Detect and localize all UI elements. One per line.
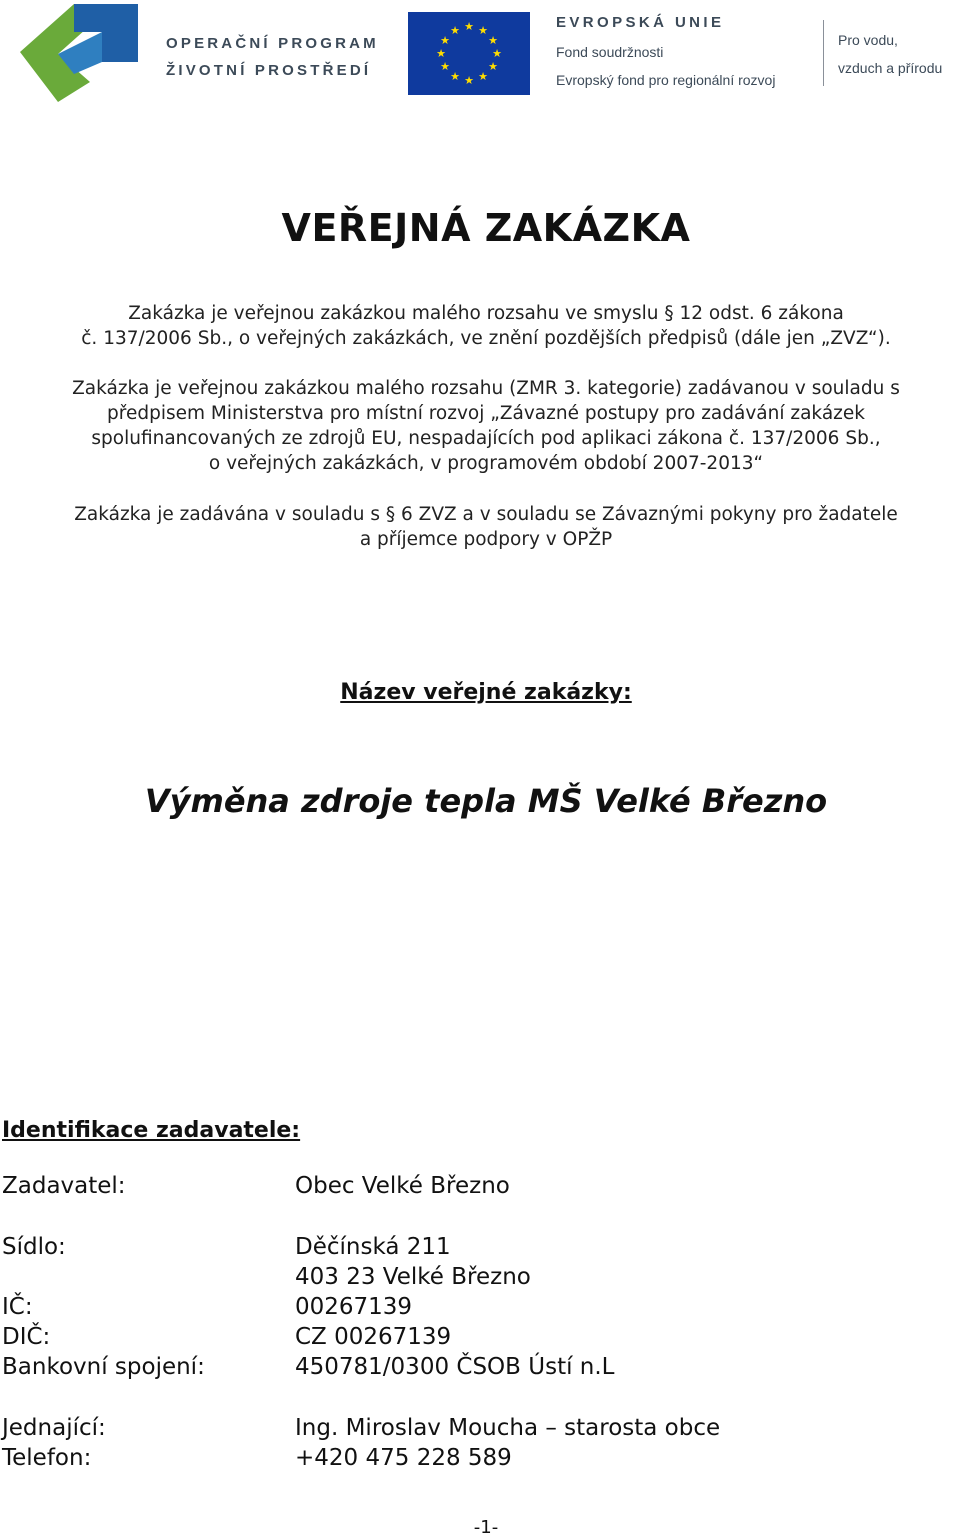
svg-text:★: ★: [464, 20, 474, 33]
eu-fund-2: Evropský fond pro regionální rozvoj: [556, 72, 776, 88]
intro-line: Zakázka je veřejnou zakázkou malého rozsahu (ZMR 3. kategorie) zadávanou v souladu s: [72, 378, 900, 399]
intro-line: a příjemce podpory v OPŽP: [359, 529, 613, 550]
sidlo-value-city: 403 23 Velké Březno: [295, 1264, 531, 1290]
intro-line: předpisem Ministerstva pro místní rozvoj „Závazné postupy pro zadávání zakázek: [107, 403, 865, 424]
eu-fund-1: Fond soudržnosti: [556, 44, 664, 60]
document-title: VEŘEJNÁ ZAKÁZKA: [281, 206, 691, 250]
intro-line: o veřejných zakázkách, v programovém období 2007-2013“: [208, 453, 764, 474]
svg-text:★: ★: [464, 74, 474, 87]
svg-text:★: ★: [488, 60, 498, 73]
opzp-program-name: [166, 30, 379, 84]
intro-line: spolufinancovaných ze zdrojů EU, nespadajících pod aplikaci zákona č. 137/2006 Sb.,: [91, 428, 881, 449]
ic-label: IČ:: [2, 1294, 33, 1320]
opzp-line-1: OPERAČNÍ PROGRAM: [166, 35, 379, 52]
header-divider: [823, 20, 824, 86]
bank-label: Bankovní spojení:: [2, 1354, 205, 1380]
intro-paragraph-3: [0, 502, 960, 552]
svg-text:★: ★: [478, 70, 488, 83]
eu-stars-icon: [408, 12, 530, 95]
eu-flag: [408, 12, 530, 95]
telefon-label: Telefon:: [2, 1445, 92, 1471]
svg-text:★: ★: [488, 34, 498, 47]
eu-title: EVROPSKÁ UNIE: [556, 14, 725, 31]
intro-line: č. 137/2006 Sb., o veřejných zakázkách, ve znění pozdějších předpisů (dále jen „ZVZ“).: [81, 328, 891, 349]
dic-label: DIČ:: [2, 1324, 51, 1350]
sidlo-label: Sídlo:: [2, 1234, 66, 1260]
ic-value: 00267139: [295, 1294, 413, 1320]
dic-value: CZ 00267139: [295, 1324, 452, 1350]
intro-line: Zakázka je veřejnou zakázkou malého rozsahu ve smyslu § 12 odst. 6 zákona: [128, 303, 844, 324]
motto-line-2: vzduch a přírodu: [838, 60, 943, 76]
telefon-value: +420 475 228 589: [295, 1445, 512, 1471]
sidlo-value-street: Děčínská 211: [295, 1234, 451, 1260]
intro-paragraph-2: [0, 376, 960, 476]
jednajici-value: Ing. Miroslav Moucha – starosta obce: [295, 1415, 721, 1441]
zadavatel-label: Zadavatel:: [2, 1173, 126, 1199]
opzp-logo-graphic: [14, 2, 144, 104]
intro-paragraph-1: [0, 301, 960, 351]
svg-text:★: ★: [450, 24, 460, 37]
contracting-authority-heading: Identifikace zadavatele:: [2, 1118, 301, 1143]
contract-name-heading: Název veřejné zakázky:: [340, 680, 632, 705]
opzp-line-2: ŽIVOTNÍ PROSTŘEDÍ: [166, 62, 372, 79]
svg-text:★: ★: [440, 60, 450, 73]
svg-text:★: ★: [436, 47, 446, 60]
svg-text:★: ★: [440, 34, 450, 47]
zadavatel-value: Obec Velké Březno: [295, 1173, 510, 1199]
opzp-logo: [14, 2, 144, 104]
motto-line-1: Pro vodu,: [838, 32, 898, 48]
intro-line: Zakázka je zadávána v souladu s § 6 ZVZ a v souladu se Závaznými pokyny pro žadatele: [74, 504, 898, 525]
page-number: -1-: [473, 1517, 499, 1538]
svg-text:★: ★: [478, 24, 488, 37]
project-title: Výměna zdroje tepla MŠ Velké Březno: [144, 782, 828, 820]
svg-text:★: ★: [492, 47, 502, 60]
jednajici-label: Jednající:: [2, 1415, 106, 1441]
bank-value: 450781/0300 ČSOB Ústí n.L: [295, 1354, 615, 1380]
svg-text:★: ★: [450, 70, 460, 83]
